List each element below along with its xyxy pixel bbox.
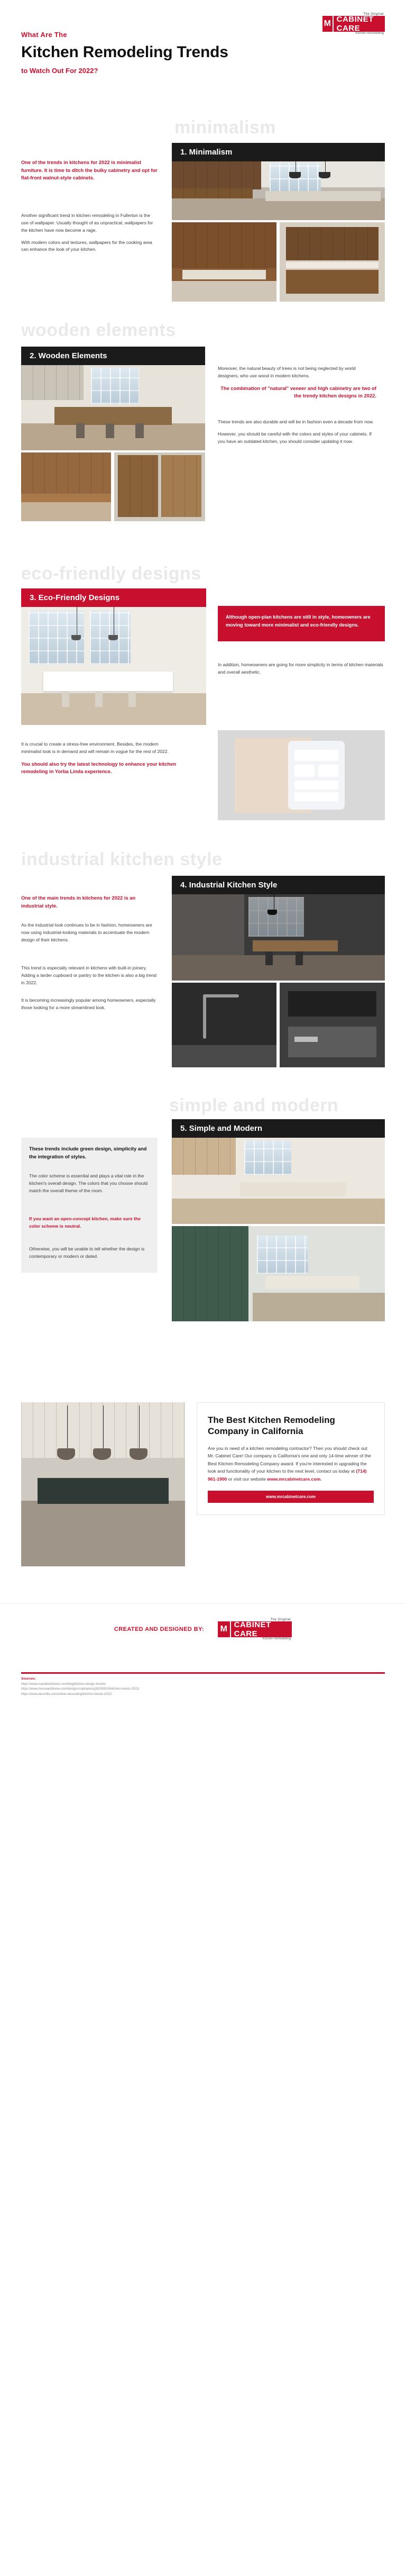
sources-divider (21, 1672, 385, 1674)
section-5-para-4: Otherwise, you will be unable to tell whether the design is contemporary or modern or dated. (29, 1246, 145, 1259)
page-title: Kitchen Remodeling Trends (21, 43, 228, 61)
photo-green-kitchen (172, 1226, 385, 1321)
cta-title: The Best Kitchen Remodeling Company in California (208, 1415, 335, 1437)
section-2-text (218, 365, 376, 450)
photo-industrial-kitchen-wide (172, 890, 385, 981)
source-link-2[interactable]: https://www.houseandhome.com/design-inspiration/g38293915/kitchen-trends-2022/ (21, 1688, 140, 1691)
cta-phone[interactable]: (714) 961-1900 (208, 1468, 367, 1482)
brand-logo-sub: Kitchen Remodeling (355, 32, 384, 35)
section-4-para-1: One of the main trends in kitchens for 2022 is an industrial style. (21, 895, 136, 909)
cta-website-link[interactable]: www.mrcabinetcare.com (267, 1476, 321, 1482)
section-3-text-lower (21, 741, 180, 781)
section-3-para-3: It is crucial to create a stress-free environment. Besides, the modern minimalist look is in demand and will remain in vogue for the rest of 2022. (21, 741, 169, 754)
cta-url-bar[interactable]: www.mrcabinetcare.com (208, 1491, 374, 1503)
section-bar-3: 3. Eco-Friendly Designs (21, 588, 206, 607)
photo-industrial-range (280, 983, 385, 1067)
cta-body (208, 1445, 374, 1483)
section-3-para-1: Although open-plan kitchens are still in style, homeowners are moving toward more minimalist and eco-friendly designs. (226, 614, 371, 628)
photo-industrial-faucet (172, 983, 276, 1067)
photo-eco-open-plan-kitchen (21, 603, 206, 725)
section-3-highlight (218, 606, 385, 641)
watermark-minimalism: minimalism (174, 117, 276, 138)
footer-logo-mark: M (218, 1621, 230, 1637)
photo-smart-home-phone (218, 730, 385, 820)
section-1-para-3: With modern colors and textures, wallpapers for the cooking area can enhance the look of your kitchen. (21, 239, 152, 252)
photo-minimal-cabinet-detail (172, 222, 276, 302)
source-link-1[interactable]: https://www.macabinetstore.com/blog/kitchen-design-trends/ (21, 1683, 106, 1686)
sources-block (21, 1672, 385, 1697)
section-4-para-2: As the industrial look continues to be in fashion, homeowners are now using industrial-looking materials to accentuate the modern design of their kitchens. (21, 922, 152, 942)
header-eyebrow: What Are The (21, 31, 67, 39)
section-bar-4: 4. Industrial Kitchen Style (172, 876, 385, 894)
section-4-text (21, 894, 158, 1017)
photo-minimal-kitchen-wide (172, 157, 385, 220)
brand-logo-mark: M (322, 16, 333, 32)
section-2-para-3: These trends are also durable and will be in fashion even a decade from now. (218, 419, 374, 424)
watermark-simple-modern: simple and modern (169, 1095, 339, 1115)
cta-card (197, 1402, 385, 1515)
section-bar-5: 5. Simple and Modern (172, 1119, 385, 1138)
section-1-para-2: Another significant trend in kitchen remodeling in Fullerton is the use of wallpaper. Usually thought of as unpractical, wallpapers for the kitchen have now become a rage. (21, 212, 153, 233)
source-link-3[interactable]: https://www.decorilla.com/online-decorating/kitchen-trends-2022/ (21, 1692, 112, 1696)
section-4-para-3: This trend is especially relevant in kitchens with built-in joinery. Adding a larder cupboard or pantry to the kitchen is also a big trend in 2022. (21, 965, 157, 985)
photo-high-cabinetry (114, 452, 205, 521)
section-5-text (21, 1138, 158, 1273)
cta-block (197, 1402, 385, 1515)
section-5-para-1: These trends include green design, simplicity and the integration of styles. (29, 1146, 147, 1159)
footer-logo-word: CABINET CARE (231, 1621, 292, 1637)
section-3-para-2: In addition, homeowners are going for more simplicity in terms of kitchen materials and overall aesthetic. (218, 662, 383, 675)
photo-simple-modern-kitchen (172, 1133, 385, 1224)
footer-logo-main (218, 1621, 292, 1637)
credit-label: CREATED AND DESIGNED BY: (114, 1626, 205, 1632)
photo-wooden-kitchen-wide (21, 360, 205, 450)
section-1-text (21, 159, 158, 258)
watermark-eco-friendly: eco-friendly designs (21, 564, 201, 584)
footer-logo-top: The Original (270, 1618, 291, 1621)
section-5-para-2: The color scheme is essential and plays a vital role in the kitchen's overall design. The colors that you choose should match the overall theme of the room. (29, 1173, 148, 1193)
cta-body-part-3: . (320, 1476, 322, 1482)
page-subtitle: to Watch Out For 2022? (21, 67, 98, 75)
credit-band (0, 1603, 406, 1662)
photo-wood-veneer-detail (21, 452, 111, 521)
photo-minimal-wallpaper (280, 222, 385, 302)
section-3-text-upper (218, 661, 385, 681)
brand-logo-top: The Original (363, 13, 384, 16)
sources-title: Sources: (21, 1677, 36, 1681)
section-bar-1: 1. Minimalism (172, 143, 385, 161)
section-2-para-2: The combination of "natural" veneer and high cabinetry are two of the trendy kitchen designs in 2022. (220, 385, 376, 399)
section-5-para-3: If you want an open-concept kitchen, make sure the color scheme is neutral. (29, 1216, 141, 1229)
section-4-para-4: It is becoming increasingly popular among homeowners, especially those looking for a more streamlined look. (21, 997, 156, 1010)
cta-body-part-1: Are you in need of a kitchen remodeling contractor? Then you should check out Mr. Cabinet Care! Our company is California's one and only 14-time winner of the Best Kitchen Remodeling Company award. If you're interested in upgrading the look and functionality of your kitchen to the next level, contact us today at (208, 1445, 371, 1474)
brand-logo-main (322, 16, 385, 32)
cta-body-part-2: or visit our website (227, 1476, 267, 1482)
section-2-para-4: However, you should be careful with the colors and styles of your cabinets. If you have an outdated kitchen, you should consider updating it now. (218, 431, 372, 444)
section-2-para-1: Moreover, the natural beauty of trees is not being neglected by world designers, who use wood in modern kitchens. (218, 366, 356, 378)
header (0, 0, 406, 132)
brand-logo (322, 12, 385, 36)
watermark-wooden-elements: wooden elements (21, 320, 176, 340)
section-1-para-1: One of the trends in kitchens for 2022 is minimalist furniture. It is time to ditch the bulky cabinetry and opt for flat-front walnut-style cabinets. (21, 159, 158, 181)
footer-logo (218, 1616, 292, 1643)
footer-logo-sub: Kitchen Remodeling (262, 1637, 291, 1640)
section-3-para-4: You should also try the latest technology to enhance your kitchen remodeling in Yorba Linda experience. (21, 760, 177, 775)
watermark-industrial: industrial kitchen style (21, 849, 223, 869)
photo-cta-kitchen (21, 1402, 185, 1566)
section-bar-2: 2. Wooden Elements (21, 347, 205, 365)
brand-logo-word: CABINET CARE (334, 16, 385, 32)
